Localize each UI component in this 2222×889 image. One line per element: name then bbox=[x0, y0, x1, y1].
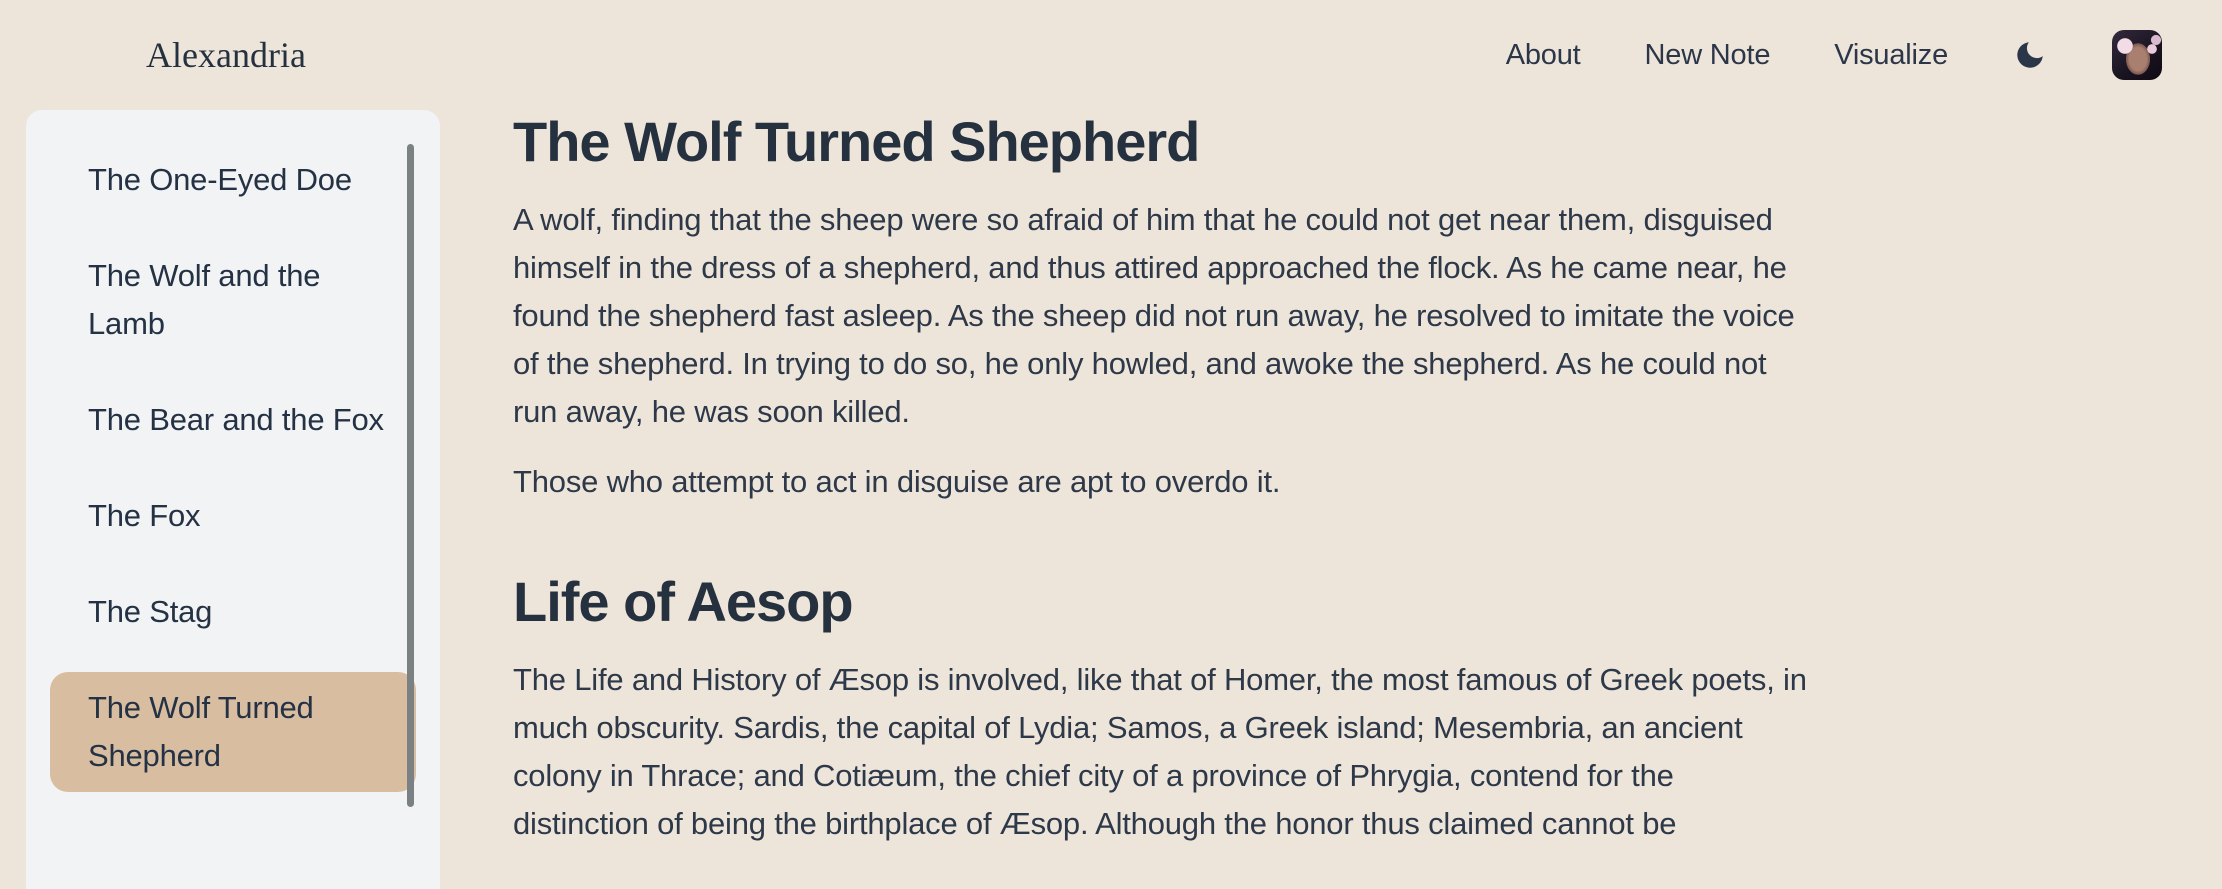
main-nav bbox=[1506, 30, 2162, 80]
sidebar-item-wolf-and-lamb[interactable]: The Wolf and the Lamb bbox=[88, 258, 321, 341]
sidebar-item-one-eyed-doe[interactable]: The One-Eyed Doe bbox=[88, 162, 352, 197]
content-layout bbox=[0, 110, 2222, 889]
app-title[interactable]: Alexandria bbox=[146, 35, 306, 75]
nav-item-new-note[interactable]: New Note bbox=[1644, 38, 1771, 71]
sidebar-item-bear-and-fox[interactable]: The Bear and the Fox bbox=[88, 402, 384, 437]
section-title-life-of-aesop: Life of Aesop bbox=[513, 570, 853, 633]
article-title: The Wolf Turned Shepherd bbox=[513, 110, 1200, 173]
sidebar-item-fox[interactable]: The Fox bbox=[88, 498, 201, 533]
moon-icon bbox=[2013, 38, 2047, 72]
article-paragraph: A wolf, finding that the sheep were so afraid of him that he could not get near them, disguised himself in the dress of a shepherd, and thus attired approached the flock. As he came near, he found the shepherd fast asleep. As the sheep did not run away, he resolved to imitate the voice of the shepherd. In trying to do so, he only howled, and awoke the shepherd. As he could not run away, he was soon killed. bbox=[513, 202, 1795, 429]
sidebar-item-wolf-turned-shepherd[interactable]: The Wolf Turned Shepherd bbox=[50, 672, 416, 792]
article-moral: Those who attempt to act in disguise are apt to overdo it. bbox=[513, 464, 1281, 499]
theme-toggle-button[interactable] bbox=[2012, 37, 2048, 73]
article-paragraph: The Life and History of Æsop is involved, like that of Homer, the most famous of Greek poets, in much obscurity. Sardis, the capital of Lydia; Samos, a Greek island; Mesembria, an ancient colony in Thrace; and Cotiæum, the chief city of a province of Phrygia, contend for the distinction of being the birthplace of Æsop. Although the honor thus claimed cannot be bbox=[513, 662, 1807, 841]
avatar[interactable] bbox=[2112, 30, 2162, 80]
sidebar bbox=[26, 110, 440, 889]
sidebar-item-stag[interactable]: The Stag bbox=[88, 594, 213, 629]
nav-item-about[interactable]: About bbox=[1505, 38, 1581, 71]
nav-item-visualize[interactable]: Visualize bbox=[1834, 38, 1948, 71]
header bbox=[0, 0, 2222, 110]
sidebar-list bbox=[50, 144, 416, 792]
sidebar-scrollbar-thumb[interactable] bbox=[407, 144, 414, 807]
article bbox=[513, 110, 1813, 848]
